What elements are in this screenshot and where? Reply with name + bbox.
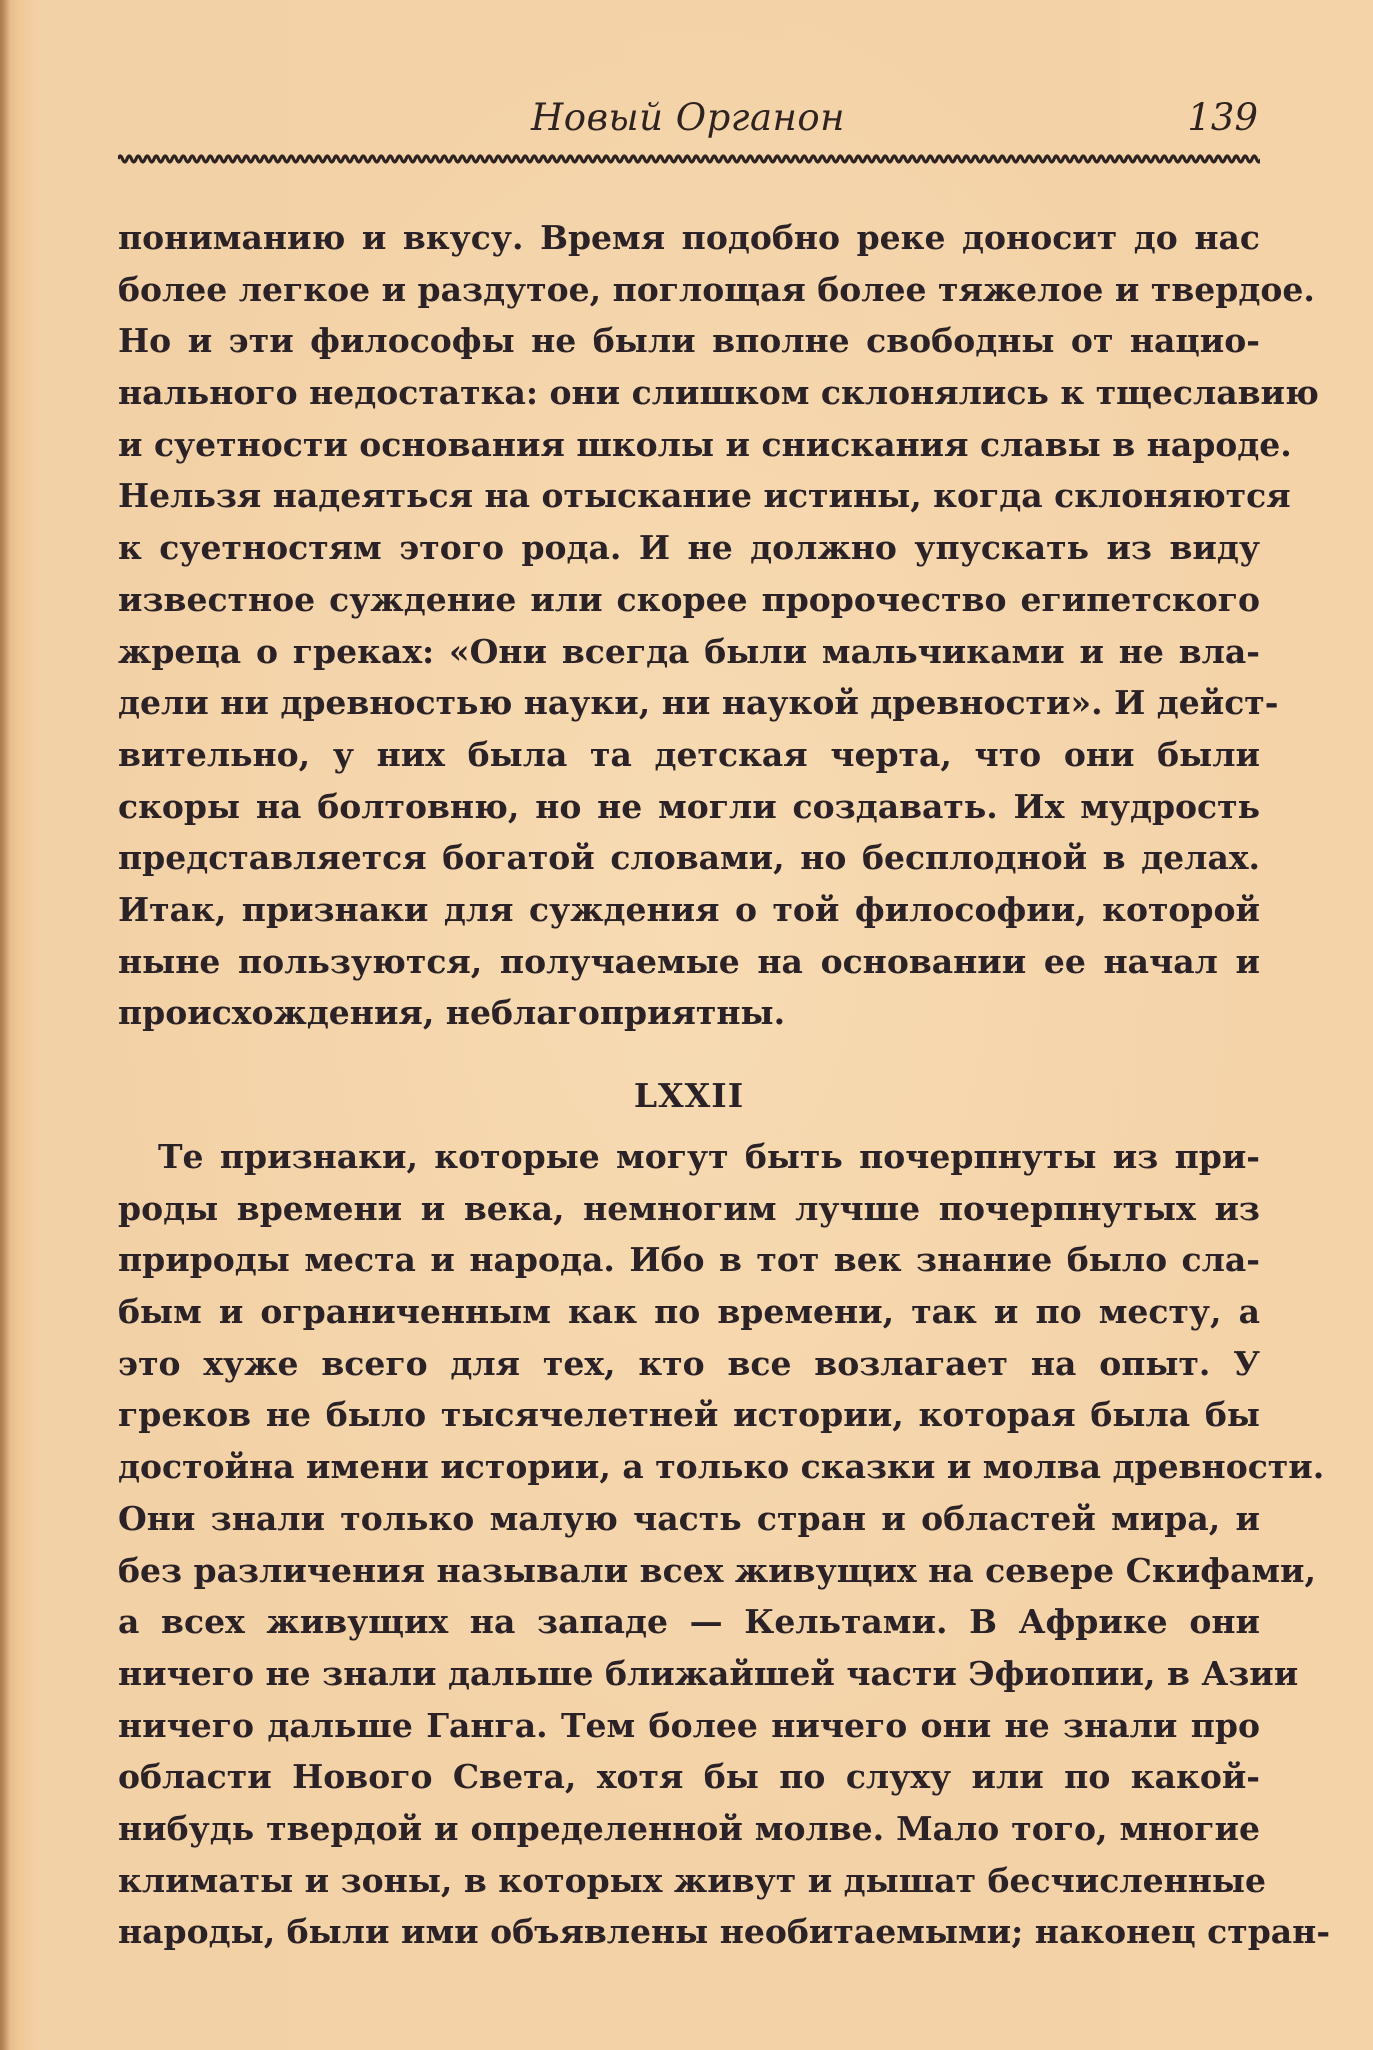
text-line: дели ни древностью науки, ни наукой древности». И дейст- bbox=[118, 683, 1279, 723]
text-line: Итак, признаки для суждения о той философии, которой bbox=[118, 889, 1260, 929]
paragraph-lxxii bbox=[118, 1131, 1331, 1958]
text-line: греков не было тысячелетней истории, которая была бы bbox=[118, 1395, 1260, 1435]
text-line: более легкое и раздутое, поглощая более тяжелое и твердое. bbox=[118, 269, 1315, 309]
text-line: ныне пользуются, получаемые на основании ее начал и bbox=[118, 941, 1260, 981]
paragraph-continued bbox=[118, 212, 1319, 1039]
text-line: области Нового Света, хотя бы по слуху или по какой- bbox=[118, 1757, 1260, 1797]
text-line: ничего дальше Ганга. Тем более ничего они не знали про bbox=[118, 1705, 1260, 1745]
text-line: а всех живущих на западе — Кельтами. В Африке они bbox=[118, 1602, 1260, 1642]
text-line: Нельзя надеяться на отыскание истины, когда склоняются bbox=[118, 476, 1291, 516]
text-body bbox=[118, 212, 1331, 1958]
text-line: природы места и народа. Ибо в тот век знание было сла- bbox=[118, 1240, 1260, 1280]
running-head bbox=[118, 92, 1258, 152]
page-edge-shadow bbox=[0, 0, 10, 2050]
text-line: достойна имени истории, а только сказки и молва древности. bbox=[118, 1447, 1325, 1487]
text-line: и суетности основания школы и снискания славы в народе. bbox=[118, 424, 1292, 464]
page-number: 139 bbox=[1187, 96, 1258, 139]
running-head-title: Новый Органон bbox=[530, 96, 846, 139]
text-line: представляется богатой словами, но бесплодной в делах. bbox=[118, 838, 1260, 878]
text-line: нального недостатка: они слишком склонялись к тщеславию bbox=[118, 373, 1319, 413]
text-line: это хуже всего для тех, кто все возлагает на опыт. У bbox=[118, 1343, 1260, 1383]
text-line: бым и ограниченным как по времени, так и по месту, а bbox=[118, 1292, 1260, 1332]
text-line: вительно, у них была та детская черта, что они были bbox=[118, 734, 1260, 774]
text-line: пониманию и вкусу. Время подобно реке доносит до нас bbox=[118, 218, 1260, 257]
decorative-wavy-rule bbox=[118, 152, 1260, 166]
text-line: роды времени и века, немногим лучше почерпнутых из bbox=[118, 1188, 1260, 1228]
text-line: Но и эти философы не были вполне свободны от нацио- bbox=[118, 321, 1260, 361]
text-line: ничего не знали дальше ближайшей части Эфиопии, в Азии bbox=[118, 1653, 1299, 1693]
text-line: без различения называли всех живущих на севере Скифами, bbox=[118, 1550, 1317, 1590]
text-line: происхождения, неблагоприятны. bbox=[118, 993, 786, 1033]
text-line: народы, были ими объявлены необитаемыми; наконец стран- bbox=[118, 1912, 1331, 1952]
text-line: жреца о греках: «Они всегда были мальчиками и не вла- bbox=[118, 631, 1260, 671]
section-heading: LXXII bbox=[633, 1076, 745, 1115]
text-line: к суетностям этого рода. И не должно упускать из виду bbox=[118, 528, 1260, 568]
text-line: нибудь твердой и определенной молве. Мало того, многие bbox=[118, 1808, 1260, 1848]
text-line: известное суждение или скорее пророчество египетского bbox=[118, 579, 1260, 619]
text-line: Они знали только малую часть стран и областей мира, и bbox=[118, 1498, 1260, 1538]
text-line: скоры на болтовню, но не могли создавать. Их мудрость bbox=[118, 786, 1260, 826]
text-line: климаты и зоны, в которых живут и дышат бесчисленные bbox=[118, 1860, 1267, 1900]
text-line: Те признаки, которые могут быть почерпнуты из при- bbox=[158, 1137, 1260, 1176]
